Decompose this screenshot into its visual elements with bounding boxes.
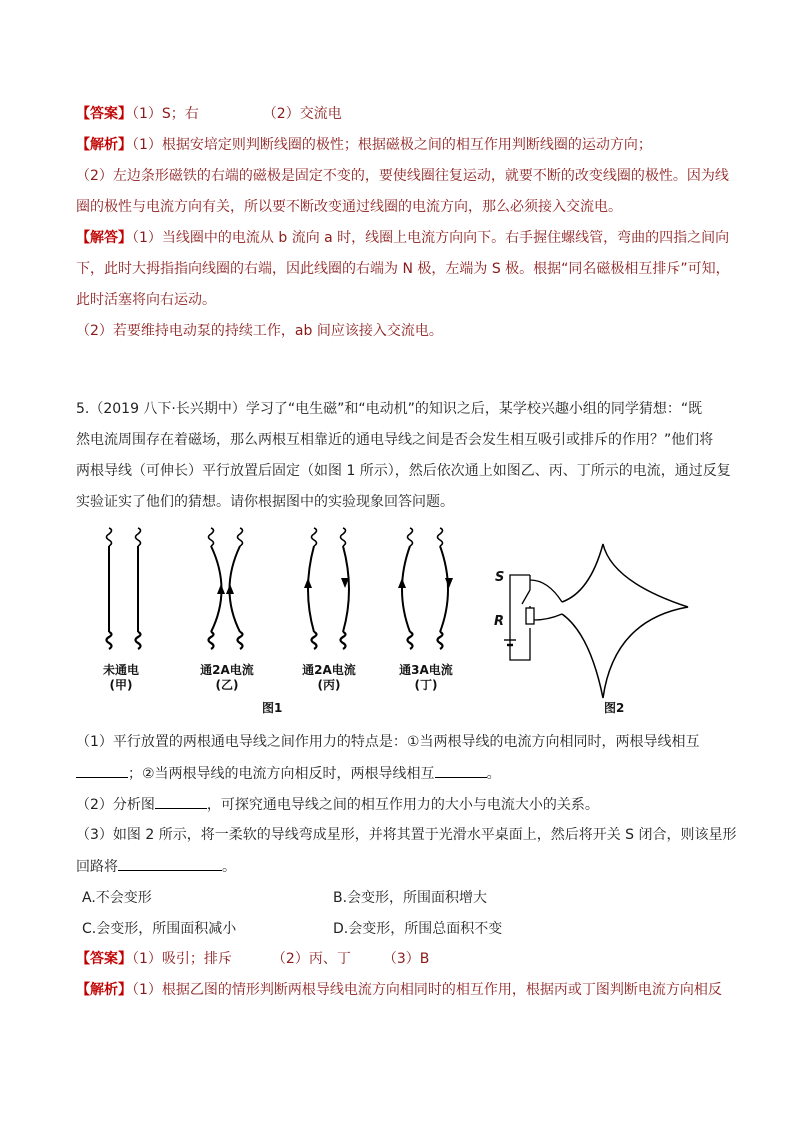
option-a[interactable]: A.不会变形: [82, 890, 152, 906]
q5-stem-4: 实验证实了他们的猜想。请你根据图中的实验现象回答问题。: [76, 494, 454, 510]
figure-1-label: 图1: [262, 701, 283, 715]
q5-sub1-text-b: ；②当两根导线的电流方向相反时，两根导线相互: [128, 766, 435, 782]
caption-yi-title: 通2A电流: [200, 663, 254, 677]
q5-sub2-line: [76, 794, 599, 815]
figure-2-label: 图2: [604, 701, 625, 715]
answer-tag: 【答案】: [76, 106, 132, 122]
analysis-text-2b: 圈的极性与电流方向有关，所以要不断改变通过线圈的电流方向，那么必须接入交流电。: [76, 199, 622, 215]
caption-ding-sub: (丁): [414, 678, 438, 692]
q5-answer-line: [76, 949, 429, 969]
q5-answer-3: （3）B: [382, 951, 430, 967]
q5-stem-2: 然电流周围存在着磁场，那么两根互相靠近的通电导线之间是否会发生相互吸引或排斥的作用？”他们将: [76, 432, 714, 448]
wire-pair-ding: [398, 528, 453, 649]
q5-answer-1: （1）吸引；排斥: [132, 951, 232, 967]
analysis-line-4: [76, 135, 652, 155]
q5-analysis-tag: 【解析】: [76, 982, 132, 998]
q5-answer-2: （2）丙、丁: [271, 951, 351, 967]
solution-tag: 【解答】: [76, 230, 132, 246]
option-d[interactable]: D.会变形，所围总面积不变: [333, 921, 503, 937]
q5-sub1-line-a: （1）平行放置的两根通电导线之间作用力的特点是：①当两根导线的电流方向相同时，两根导线相互: [76, 734, 700, 750]
q5-answer-tag: 【答案】: [76, 951, 132, 967]
caption-jia-sub: (甲): [109, 678, 133, 692]
solution-text-1b: 下，此时大拇指指向线圈的右端，因此线圈的右端为 N 极，左端为 S 极。根据“同名磁极相互排斥”可知，: [76, 261, 730, 277]
blank-4[interactable]: [118, 856, 222, 871]
wire-pair-bing: [304, 528, 349, 649]
solution-line-4: [76, 228, 729, 248]
caption-jia-title: 未通电: [102, 663, 139, 677]
q5-sub3-line-b: [76, 856, 236, 877]
blank-2[interactable]: [435, 763, 487, 778]
blank-3[interactable]: [155, 794, 207, 809]
q5-sub1-line-b: [76, 763, 501, 784]
q5-sub2-text-b: ，可探究通电导线之间的相互作用力的大小与电流大小的关系。: [206, 797, 599, 813]
q5-sub2-text-a: （2）分析图: [76, 797, 155, 813]
caption-ding-title: 通3A电流: [399, 663, 453, 677]
caption-yi-sub: (乙): [215, 678, 239, 692]
blank-1[interactable]: [76, 763, 128, 778]
solution-text-1c: 此时活塞将向右运动。: [76, 292, 216, 308]
q5-analysis-text: （1）根据乙图的情形判断两根导线电流方向相同时的相互作用，根据丙或丁图判断电流方向相反: [132, 982, 722, 998]
q5-sub3-end: 。: [222, 859, 236, 875]
solution-text-1a: （1）当线圈中的电流从 b 流向 a 时，线圈上电流方向向下。右手握住螺线管，弯曲的四指之间向: [132, 230, 730, 246]
wire-pair-jia: [107, 528, 141, 649]
caption-jia: [86, 663, 156, 693]
analysis-text-1: （1）根据安培定则判断线圈的极性；根据磁极之间的相互作用判断线圈的运动方向；: [132, 137, 652, 153]
caption-ding: [389, 663, 463, 693]
caption-bing-sub: (丙): [317, 678, 341, 692]
q5-sub1-end: 。: [486, 766, 501, 782]
wire-pair-yi: [209, 528, 243, 649]
resistor-label: R: [494, 614, 505, 629]
option-c[interactable]: C.会变形，所围面积减小: [82, 921, 237, 937]
q5-stem-1: 5.（2019 八下·长兴期中）学习了“电生磁”和“电动机”的知识之后，某学校兴趣小组的同学猜想：“既: [76, 401, 703, 417]
q5-sub3-text-b: 回路将: [76, 859, 118, 875]
figure-2-star-circuit: [504, 544, 688, 698]
q5-stem-3: 两根导线（可伸长）平行放置后固定（如图 1 所示），然后依次通上如图乙、丙、丁所示的电流，通过反复: [76, 463, 731, 479]
caption-bing-title: 通2A电流: [302, 663, 356, 677]
analysis-text-2a: （2）左边条形磁铁的右端的磁极是固定不变的，要使线圈往复运动，就要不断的改变线圈的极性。因为线: [76, 168, 729, 184]
answer-line-4: [76, 104, 342, 124]
caption-bing: [292, 663, 366, 693]
option-b[interactable]: B.会变形，所围面积增大: [333, 890, 488, 906]
analysis-tag: 【解析】: [76, 137, 132, 153]
switch-label: S: [495, 570, 505, 585]
q5-analysis-line: [76, 980, 722, 1000]
q5-sub3-line-a: （3）如图 2 所示，将一柔软的导线弯成星形，并将其置于光滑水平桌面上，然后将开关 S 闭合，则该星形: [76, 827, 737, 843]
answer-part-2: （2）交流电: [262, 106, 342, 122]
caption-yi: [190, 663, 264, 693]
answer-part-1: （1）S；右: [132, 106, 199, 122]
solution-text-2: （2）若要维持电动泵的持续工作，ab 间应该接入交流电。: [76, 323, 443, 339]
